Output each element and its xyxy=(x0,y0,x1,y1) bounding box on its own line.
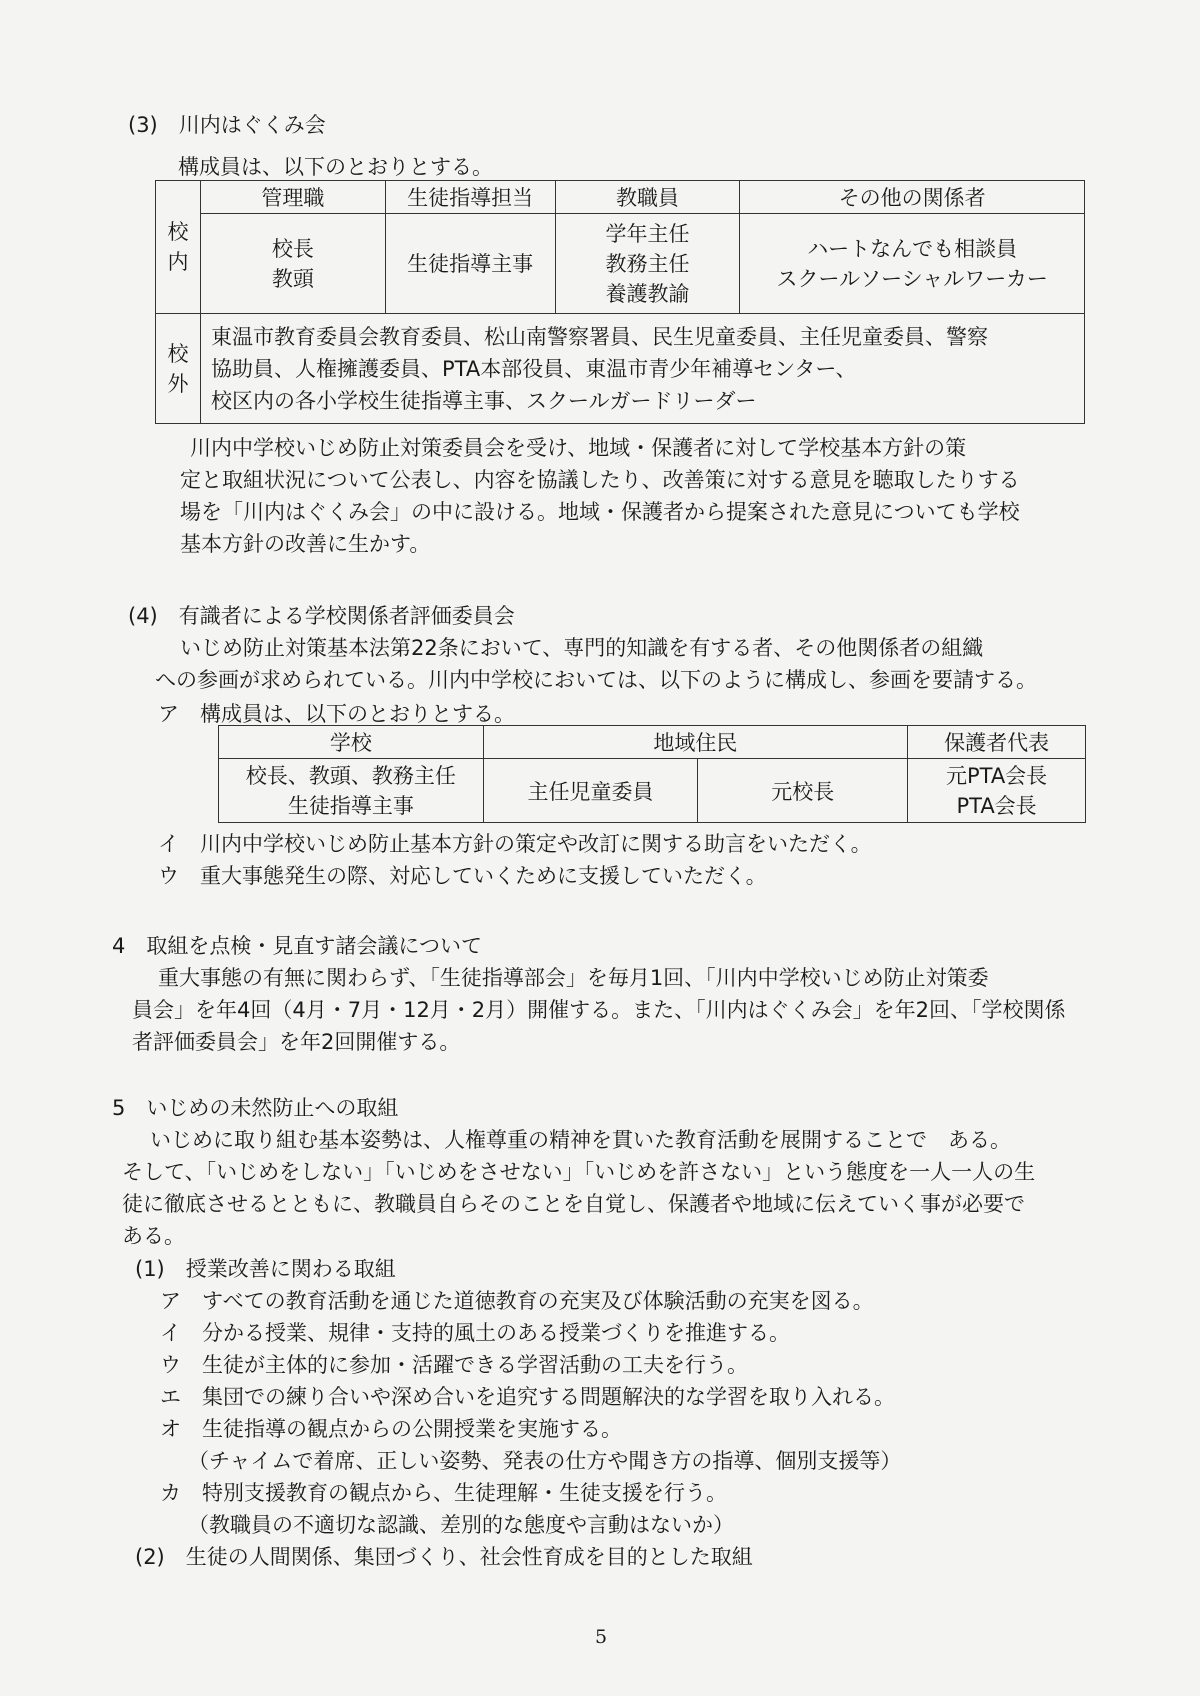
cell-admin: 校長 教頭 xyxy=(200,214,385,314)
section-4-item-a: ア 構成員は、以下のとおりとする。 xyxy=(158,702,515,726)
chapter-4-para-line-3: 者評価委員会」を年2回開催する。 xyxy=(132,1030,461,1054)
section-4-para-line-1: いじめ防止対策基本法第22条において、専門的知識を有する者、その他関係者の組織 xyxy=(180,636,984,660)
section-3-heading: (3) 川内はぐくみ会 xyxy=(128,113,326,137)
chapter-5-para-line-3: 徒に徹底させるとともに、教職員自らそのことを自覚し、保護者や地域に伝えていく事が必要で xyxy=(122,1192,1025,1216)
header-guardians: 保護者代表 xyxy=(908,726,1086,759)
chapter-5-para-line-4: ある。 xyxy=(122,1224,185,1248)
section-3-para-line-4: 基本方針の改善に生かす。 xyxy=(180,532,431,556)
chapter-5-item-ka-note: （教職員の不適切な認識、差別的な態度や言動はないか） xyxy=(188,1513,734,1537)
cell-outer-members: 東温市教育委員会教育委員、松山南警察署員、民生児童委員、主任児童委員、警察 協助員、人権擁護委員、PTA本部役員、東温市青少年補導センター、 校区内の各小学校生徒指導主事、スクールガードリーダー xyxy=(200,314,1084,424)
chapter-5-item-e: エ 集団での練り合いや深め合いを追究する問題解決的な学習を取り入れる。 xyxy=(160,1385,895,1409)
chapter-5-sub-1: (1) 授業改善に関わる取組 xyxy=(135,1257,396,1281)
chapter-5-item-u: ウ 生徒が主体的に参加・活躍できる学習活動の工夫を行う。 xyxy=(160,1353,748,1377)
header-school: 学校 xyxy=(219,726,484,759)
cell-guidance: 生徒指導主事 xyxy=(385,214,555,314)
cell-guardians: 元PTA会長 PTA会長 xyxy=(908,759,1086,823)
chapter-4-para-line-2: 員会」を年4回（4月・7月・12月・2月）開催する。また、「川内はぐくみ会」を年2回、「学校関係 xyxy=(132,998,1066,1022)
cell-others: ハートなんでも相談員 スクールソーシャルワーカー xyxy=(740,214,1085,314)
evaluation-committee-table xyxy=(218,725,1086,823)
chapter-5-sub-2: (2) 生徒の人間関係、集団づくり、社会性育成を目的とした取組 xyxy=(135,1545,753,1569)
inner-label: 校 内 xyxy=(156,181,201,314)
chapter-5-item-i: イ 分かる授業、規律・支持的風土のある授業づくりを推進する。 xyxy=(160,1321,790,1345)
cell-resident-2: 元校長 xyxy=(698,759,908,823)
section-3-intro: 構成員は、以下のとおりとする。 xyxy=(178,155,493,179)
header-guidance: 生徒指導担当 xyxy=(385,181,555,214)
chapter-4-para-line-1: 重大事態の有無に関わらず、「生徒指導部会」を毎月1回、「川内中学校いじめ防止対策委 xyxy=(158,966,989,990)
section-4-para-line-2: への参画が求められている。川内中学校においては、以下のように構成し、参画を要請する。 xyxy=(155,668,1037,692)
section-3-para-line-2: 定と取組状況について公表し、内容を協議したり、改善策に対する意見を聴取したりする xyxy=(180,468,1020,492)
cell-staff: 学年主任 教務主任 養護教諭 xyxy=(555,214,740,314)
chapter-5-para-line-2: そして、「いじめをしない」「いじめをさせない」「いじめを許さない」という態度を一人一人の生 xyxy=(122,1160,1036,1184)
chapter-5-para-line-1: いじめに取り組む基本姿勢は、人権尊重の精神を貫いた教育活動を展開することで ある。 xyxy=(150,1128,1011,1152)
chapter-5-item-a: ア すべての教育活動を通じた道徳教育の充実及び体験活動の充実を図る。 xyxy=(160,1289,874,1313)
cell-resident-1: 主任児童委員 xyxy=(483,759,698,823)
cell-school: 校長、教頭、教務主任 生徒指導主事 xyxy=(219,759,484,823)
chapter-5-item-ka: カ 特別支援教育の観点から、生徒理解・生徒支援を行う。 xyxy=(160,1481,727,1505)
header-admin: 管理職 xyxy=(200,181,385,214)
outer-label: 校 外 xyxy=(156,314,201,424)
header-residents: 地域住民 xyxy=(483,726,907,759)
header-staff: 教職員 xyxy=(555,181,740,214)
section-4-item-u: ウ 重大事態発生の際、対応していくために支援していただく。 xyxy=(158,864,767,888)
page-number: 5 xyxy=(595,1626,608,1648)
section-3-para-line-1: 川内中学校いじめ防止対策委員会を受け、地域・保護者に対して学校基本方針の策 xyxy=(190,436,967,460)
chapter-5-item-o-note: （チャイムで着席、正しい姿勢、発表の仕方や聞き方の指導、個別支援等） xyxy=(188,1449,902,1473)
hagukumi-member-table xyxy=(155,180,1085,424)
section-4-item-i: イ 川内中学校いじめ防止基本方針の策定や改訂に関する助言をいただく。 xyxy=(158,832,872,856)
section-3-para-line-3: 場を「川内はぐくみ会」の中に設ける。地域・保護者から提案された意見についても学校 xyxy=(180,500,1020,524)
chapter-4-heading: 4 取組を点検・見直す諸会議について xyxy=(112,934,482,958)
chapter-5-heading: 5 いじめの未然防止への取組 xyxy=(112,1096,399,1120)
chapter-5-item-o: オ 生徒指導の観点からの公開授業を実施する。 xyxy=(160,1417,622,1441)
section-4-heading: (4) 有識者による学校関係者評価委員会 xyxy=(128,604,515,628)
header-others: その他の関係者 xyxy=(740,181,1085,214)
